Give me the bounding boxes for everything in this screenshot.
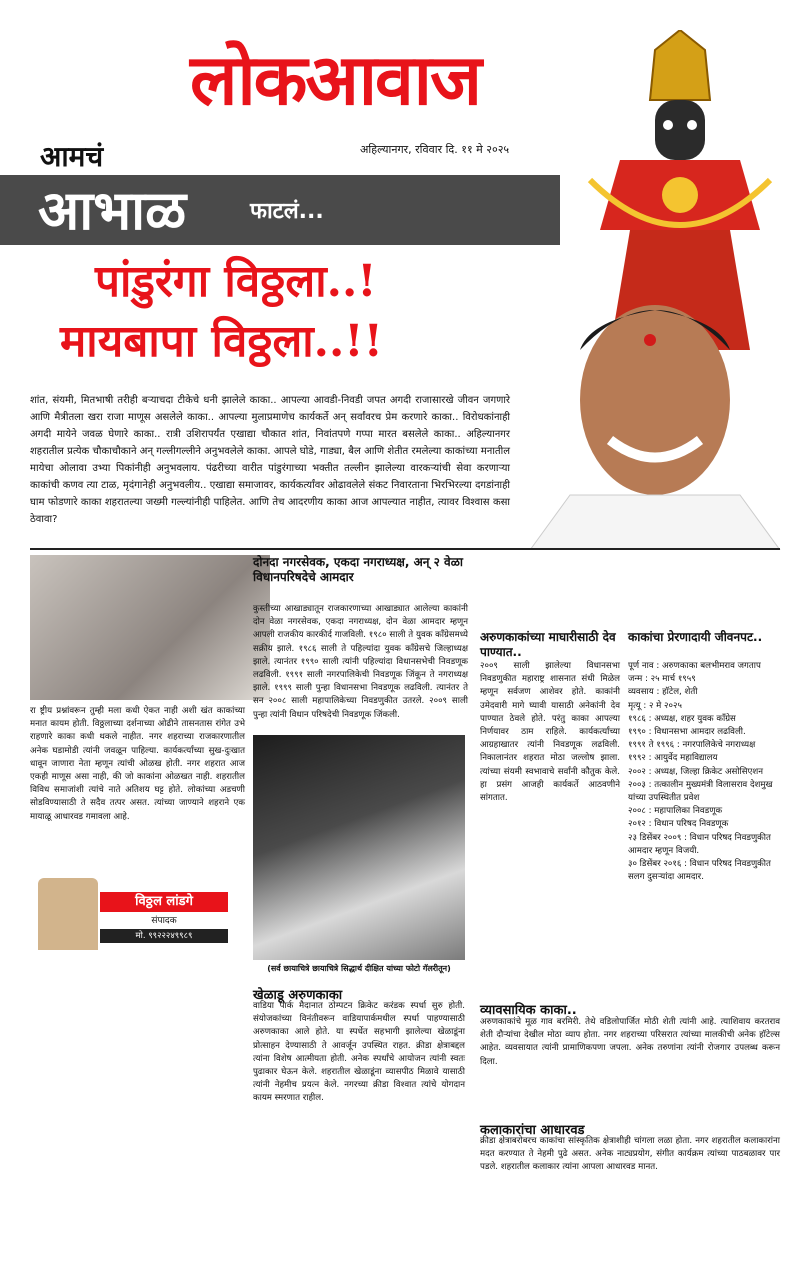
section-divider <box>30 548 780 550</box>
timeline-item: ३० डिसेंबर २०१६ : विधान परिषद निवडणुकीत सलग दुसऱ्यांदा आमदार. <box>628 859 771 883</box>
dateline: अहिल्यानगर, रविवार दि. ११ मे २०२५ <box>360 143 510 156</box>
editor-title: संपादक <box>151 916 177 926</box>
article-body-mahari: २००९ साली झालेल्या विधानसभा निवडणुकीत महाराष्ट्र शासनात संधी मिळेल म्हणून सर्वजण आशेवर होते. काकांनी उमेदवारी मागे घ्यावी यासाठी अनेकांनी देव पाण्यात ठेवले होते. परंतु काका आपल्या निर्णयावर ठाम राहिले. कार्यकर्त्यांच्या आग्रहाखातर त्यांनी निवडणूक लढविली. निकालानंतर शहरात मोठा जल्लोष झाला. त्यांच्या संयमी स्वभावाचे सर्वांनी कौतुक केले. हा प्रसंग आजही कार्यकर्ते आठवणीने सांगतात. <box>480 661 620 804</box>
article-body-doneda: कुस्तीच्या आखाड्यातून राजकारणाच्या आखाड्यात आलेल्या काकांनी दोन वेळा नगरसेवक, एकदा नगराध्यक्ष, दोन वेळा आमदार म्हणून आपली राजकीय कारकीर्द गाजविली. १९८० साली ते युवक काँग्रेसमध्ये सक्रीय झाले. १९८६ साली ते पहिल्यांदा युवक काँग्रेसचे जिल्हाध्यक्ष झाले. त्यानंतर १९९० साली त्यांनी पहिल्यांदा विधानसभेची निवडणूक लढविली. १९९१ साली नगरपालिकेची निवडणूक जिंकून ते नगराध्यक्ष झाले. १९९९ साली पुन्हा विधानसभा निवडणूक लढविली. त्यानंतर ते सन २००८ साली महापालिकेच्या निवडणुकीत उतरले. २००९ साली पुन्हा त्यांनी विधान परिषदेची निवडणूक जिंकली. <box>253 604 468 720</box>
timeline-item: २००३ : तत्कालीन मुख्यमंत्री विलासराव देशमुख यांच्या उपस्थितीत प्रवेश <box>628 779 773 804</box>
timeline-list <box>628 660 778 884</box>
masthead: लोकआवाज <box>190 38 480 121</box>
editor-photo <box>38 878 98 950</box>
headline-line1: पांडुरंगा विठ्ठला..! <box>95 256 377 307</box>
event-photo <box>253 735 465 960</box>
timeline-item: २३ डिसेंबर २००९ : विधान परिषद निवडणुकीत आमदार म्हणून विजयी. <box>628 832 771 856</box>
portrait-image <box>500 280 800 550</box>
leaders-photo <box>30 555 270 700</box>
article-body-vyav: अरुणकाकांचे मूळ गाव बरमिरी. तेथे वडिलोपार्जित मोठी शेती त्यांनी आहे. त्याशिवाय करतराव शेती दौऱ्यांचा देखील मोठा व्याप होता. नगर शहराच्या परिसरात त्यांच्या मालकीची अनेक हॉटेल्स आहेत. व्यवसायात त्यांनी प्रामाणिकपणा जपला. अनेक तरुणांना त्यांनी रोजगार उपलब्ध करून दिला. <box>480 1017 780 1067</box>
timeline-item: २००२ : अध्यक्ष, जिल्हा क्रिकेट असोसिएशन <box>628 766 763 777</box>
intro-paragraph: शांत, संयमी, मितभाषी तरीही बऱ्याचदा टीकेचे धनी झालेले काका.. आपल्या आवडी-निवडी जपत अगदी राजासारखे जीवन जगणारे आणि मैत्रीतला खरा राजा माणूस असलेले काका.. आपल्या मुलाप्रमाणेच कार्यकर्ते अन् सर्वांवरच प्रेम करणारे काका.. विरोधकांनाही अगदी मायेने जवळ घेणारे काका.. रात्री उशिरापर्यंत एखाद्या चौकात शांत, निवांतपणे गप्पा मारत बसलेले काका.. अहिल्यानगर शहरातील प्रत्येक चौकाचौकाने अन् गल्लीगल्लीने अनुभवलेले काका. आपले घोडे, गाड्या, बैल आणि शेतीत रमलेल्या काकांच्या मनातील मायेचा ओलावा उभ्या पिकांनीही अनुभवलाय. पंढरीच्या वारीत पांडुरंगाच्या भक्तीत तल्लीन झालेल्या वारकऱ्यांची सेवा करणाऱ्या काकांची कणव त्या टाळ, मृदंगानेही अनुभवलीय.. एखाद्या समाजावर, कार्यकर्त्यांवर ओढावलेले संकट निवारताना भिरभिरल्या दगडांनाही घाम फोडणारे काका शहरातल्या जख्मी गल्ल्यांनीही पाहिलेत. आणि तेच आदरणीय काका आज आपल्यात नाहीत, त्यावर विश्वास कसा ठेवावा? <box>30 395 510 525</box>
article-body-khel: वाडिया पार्क मैदानात ठोम्पटन क्रिकेट करंडक स्पर्धा सुरु होती. संयोजकांच्या विनंतीवरून वाडियापार्कमधील स्पर्धा पाहण्यासाठी अरुणकाका आले होते. या स्पर्धेत सहभागी झालेल्या खेळाडूंना प्रोत्साहन देण्यासाठी ते आवर्जून उपस्थित राहत. क्रीडा क्षेत्राबद्दल त्यांना विशेष आत्मीयता होती. अनेक स्पर्धांचे आयोजन त्यांनी स्वतः पुढाकार घेऊन केले. शहरातील खेळाडूंना व्यासपीठ मिळावे यासाठी त्यांनी नेहमीच प्रयत्न केले. नगरच्या क्रीडा विश्वात त्यांचे योगदान कायम स्मरणात राहील. <box>253 1001 465 1104</box>
headline-main: आभाळ <box>38 178 187 242</box>
editor-phone: मो. ९९२२२४९९८९ <box>100 929 228 943</box>
article-heading-mahari: अरुणकाकांच्या माघारीसाठी देव पाण्यात.. <box>480 630 616 659</box>
headline-sub: फाटलं... <box>250 199 324 224</box>
photo-caption: (सर्व छायाचित्रे छायाचित्रे सिद्धार्थ दीक्षित यांच्या फोटो गॅलरीतून) <box>267 964 451 973</box>
article-heading-doneda: दोनदा नगरसेवक, एकदा नगराध्यक्ष, अन् २ वेळा विधानपरिषदेचे आमदार <box>253 555 463 584</box>
timeline-item: १९८६ : अध्यक्ष, शहर युवक काँग्रेस <box>628 713 736 724</box>
timeline-item: १९९० : विधानसभा आमदार लढविली. <box>628 727 746 738</box>
timeline-item: १९९२ : आयुर्वेद महाविद्यालय <box>628 753 718 764</box>
article-heading-vyav: व्यावसायिक काका.. <box>480 1003 577 1018</box>
article-body-left: रा ष्ट्रीय प्रश्नांवरून तुम्ही मला कधी ऐकत नाही अशी खंत काकांच्या मनात कायम होती. विठ्ठलाच्या दर्शनाच्या ओढीने तासनतास रांगेत उभे राहणारे काका कधी थकले नाहीत. नगर शहराच्या राजकारणातील अनेक घडामोडी त्यांनी जवळून पाहिल्या. कार्यकर्त्यांच्या सुख-दुःखात धावून जाणारा नेता म्हणून त्यांची ओळख होती. नगर शहरात आज एकही माणूस असा नाही, की जो काकांना ओळखत नाही. शहरातील विविध समाजांशी त्यांचे नाते अतिशय घट्ट होते. लोकांच्या अडचणी सोडविण्यासाठी ते सदैव तत्पर असत. त्यांच्या जाण्याने शहराने एक मायाळू आधारवड गमावला आहे. <box>30 706 245 822</box>
kicker: आमचं <box>40 140 104 173</box>
article-body-kala: क्रीडा क्षेत्राबरोबरच काकांचा सांस्कृतिक क्षेत्राशीही चांगला लळा होता. नगर शहरातील कलाकारांना मदत करण्यात ते नेहमी पुढे असत. अनेक नाट्यप्रयोग, संगीत कार्यक्रम त्यांच्या पाठबळावर पार पडले. शहरातील कलाकार त्यांना आपला आधारवड मानत. <box>480 1136 780 1173</box>
timeline-item: मृत्यू : २ मे २०२५ <box>628 700 682 711</box>
timeline-item: पूर्ण नाव : अरुणकाका बलभीमराव जगताप <box>628 661 761 671</box>
headline-line2: मायबापा विठ्ठला..!! <box>60 316 383 367</box>
timeline-item: २००८ : महापालिका निवडणूक <box>628 806 723 817</box>
article-heading-prerana: काकांचा प्रेरणादायी जीवनपट.. <box>628 630 763 644</box>
editor-name: विठ्ठल लांडगे <box>100 892 228 912</box>
timeline-item: २०१२ : विधान परिषद निवडणूक <box>628 819 729 830</box>
article-heading-khel: खेळाडू अरुणकाका <box>253 988 343 1003</box>
timeline-item: व्यवसाय : हॉटेल, शेती <box>628 687 698 698</box>
timeline-item: जन्म : २५ मार्च १९५९ <box>628 674 696 685</box>
article-heading-kala: कलाकारांचा आधारवड <box>480 1123 585 1138</box>
timeline-item: १९९१ ते १९९६ : नगरपालिकेचे नगराध्यक्ष <box>628 740 756 751</box>
